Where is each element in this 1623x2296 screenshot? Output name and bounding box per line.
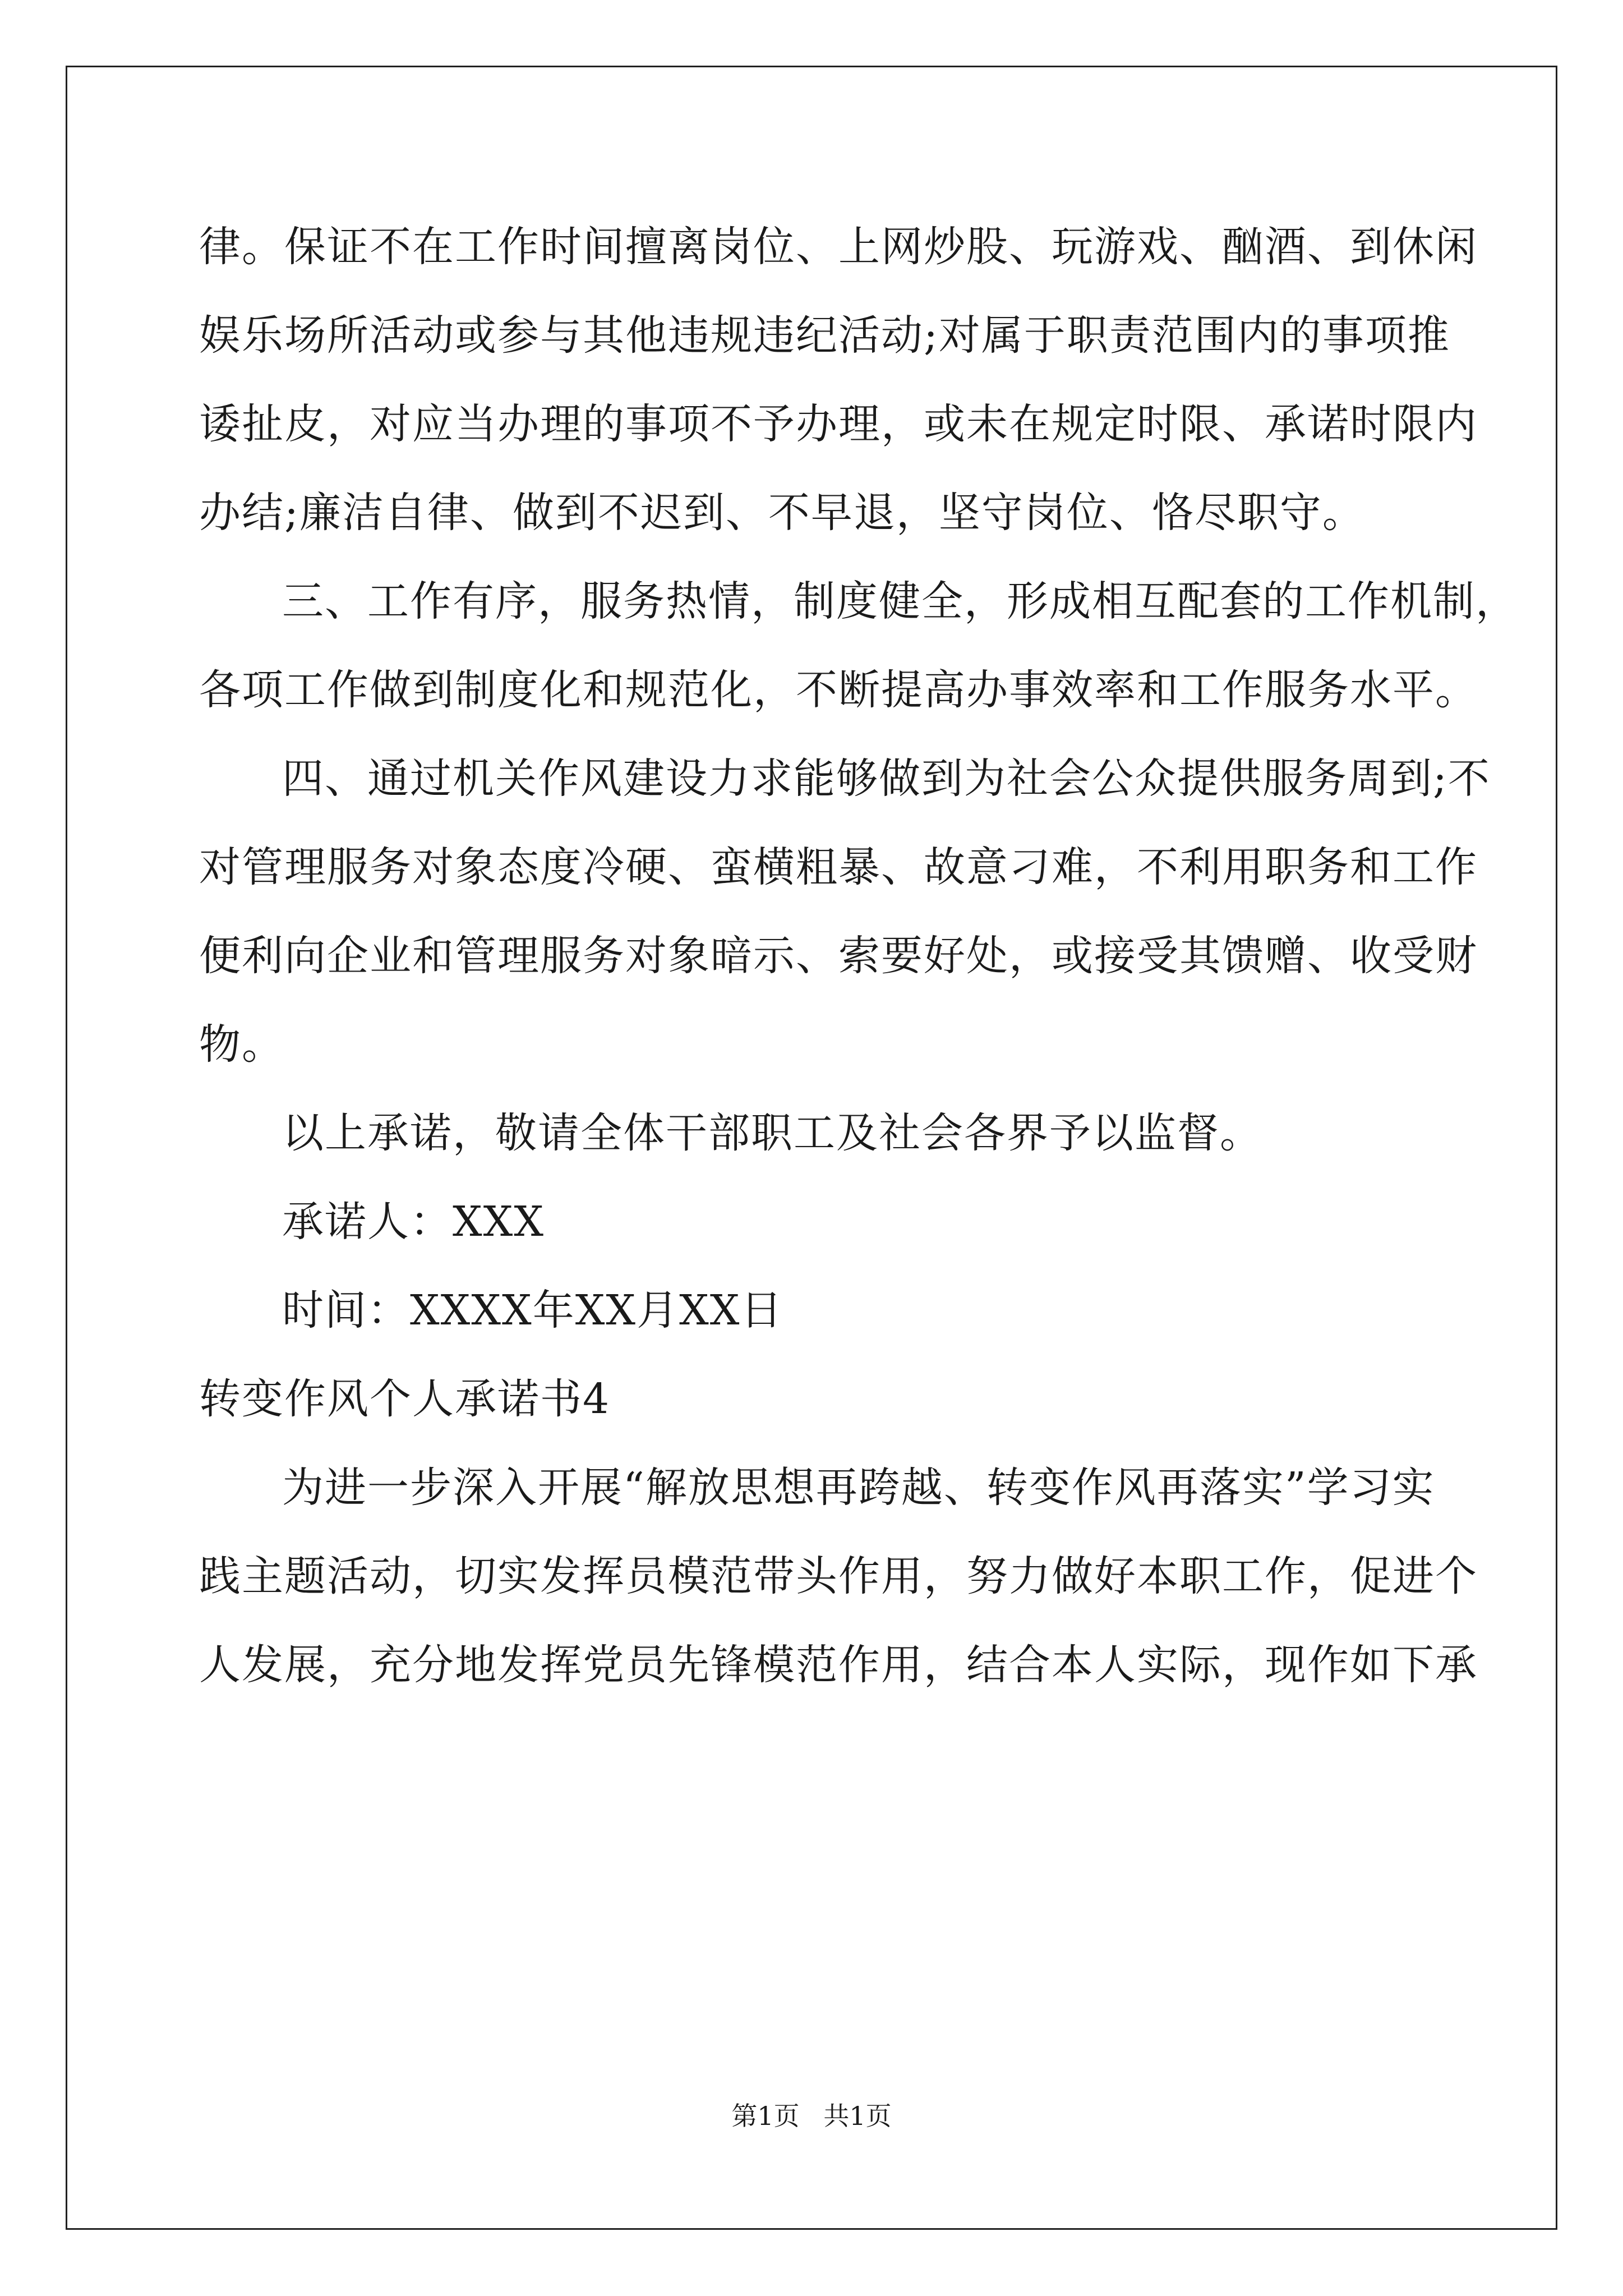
paragraph-line: 为进一步深入开展“解放思想再跨越、转变作风再落实”学习实 (282, 1464, 1435, 1512)
paragraph-line: 以上承诺，敬请全体干部职工及社会各界予以监督。 (282, 1109, 1262, 1157)
text-line: 对管理服务对象态度冷硬、蛮横粗暴、故意刁难，不利用职务和工作 (199, 843, 1478, 891)
text-line: 践主题活动，切实发挥员模范带头作用，努力做好本职工作，促进个 (199, 1552, 1478, 1600)
section-heading: 转变作风个人承诺书4 (199, 1375, 611, 1423)
paragraph-line: 四、通过机关作风建设力求能够做到为社会公众提供服务周到;不 (282, 754, 1491, 803)
text-line: 娱乐场所活动或参与其他违规违纪活动;对属于职责范围内的事项推 (199, 311, 1450, 360)
text-line: 办结;廉洁自律、做到不迟到、不早退，坚守岗位、恪尽职守。 (199, 489, 1365, 537)
text-line: 律。保证不在工作时间擅离岗位、上网炒股、玩游戏、酗酒、到休闲 (199, 223, 1478, 271)
signer-line: 承诺人：XXX (282, 1198, 545, 1246)
paragraph-line: 三、工作有序，服务热情，制度健全，形成相互配套的工作机制， (282, 577, 1518, 625)
text-line: 物。 (199, 1020, 284, 1069)
text-line: 诿扯皮，对应当办理的事项不予办理，或未在规定时限、承诺时限内 (199, 400, 1478, 448)
page-number: 第1页 (731, 2101, 800, 2131)
text-line: 各项工作做到制度化和规范化，不断提高办事效率和工作服务水平。 (199, 666, 1478, 714)
page-footer (0, 2099, 1623, 2133)
date-line: 时间：XXXX年XX月XX日 (282, 1286, 783, 1335)
text-line: 便利向企业和管理服务对象暗示、索要好处，或接受其馈赠、收受财 (199, 932, 1478, 980)
page-total: 共1页 (823, 2101, 892, 2131)
text-line: 人发展，充分地发挥党员先锋模范作用，结合本人实际，现作如下承 (199, 1641, 1478, 1689)
